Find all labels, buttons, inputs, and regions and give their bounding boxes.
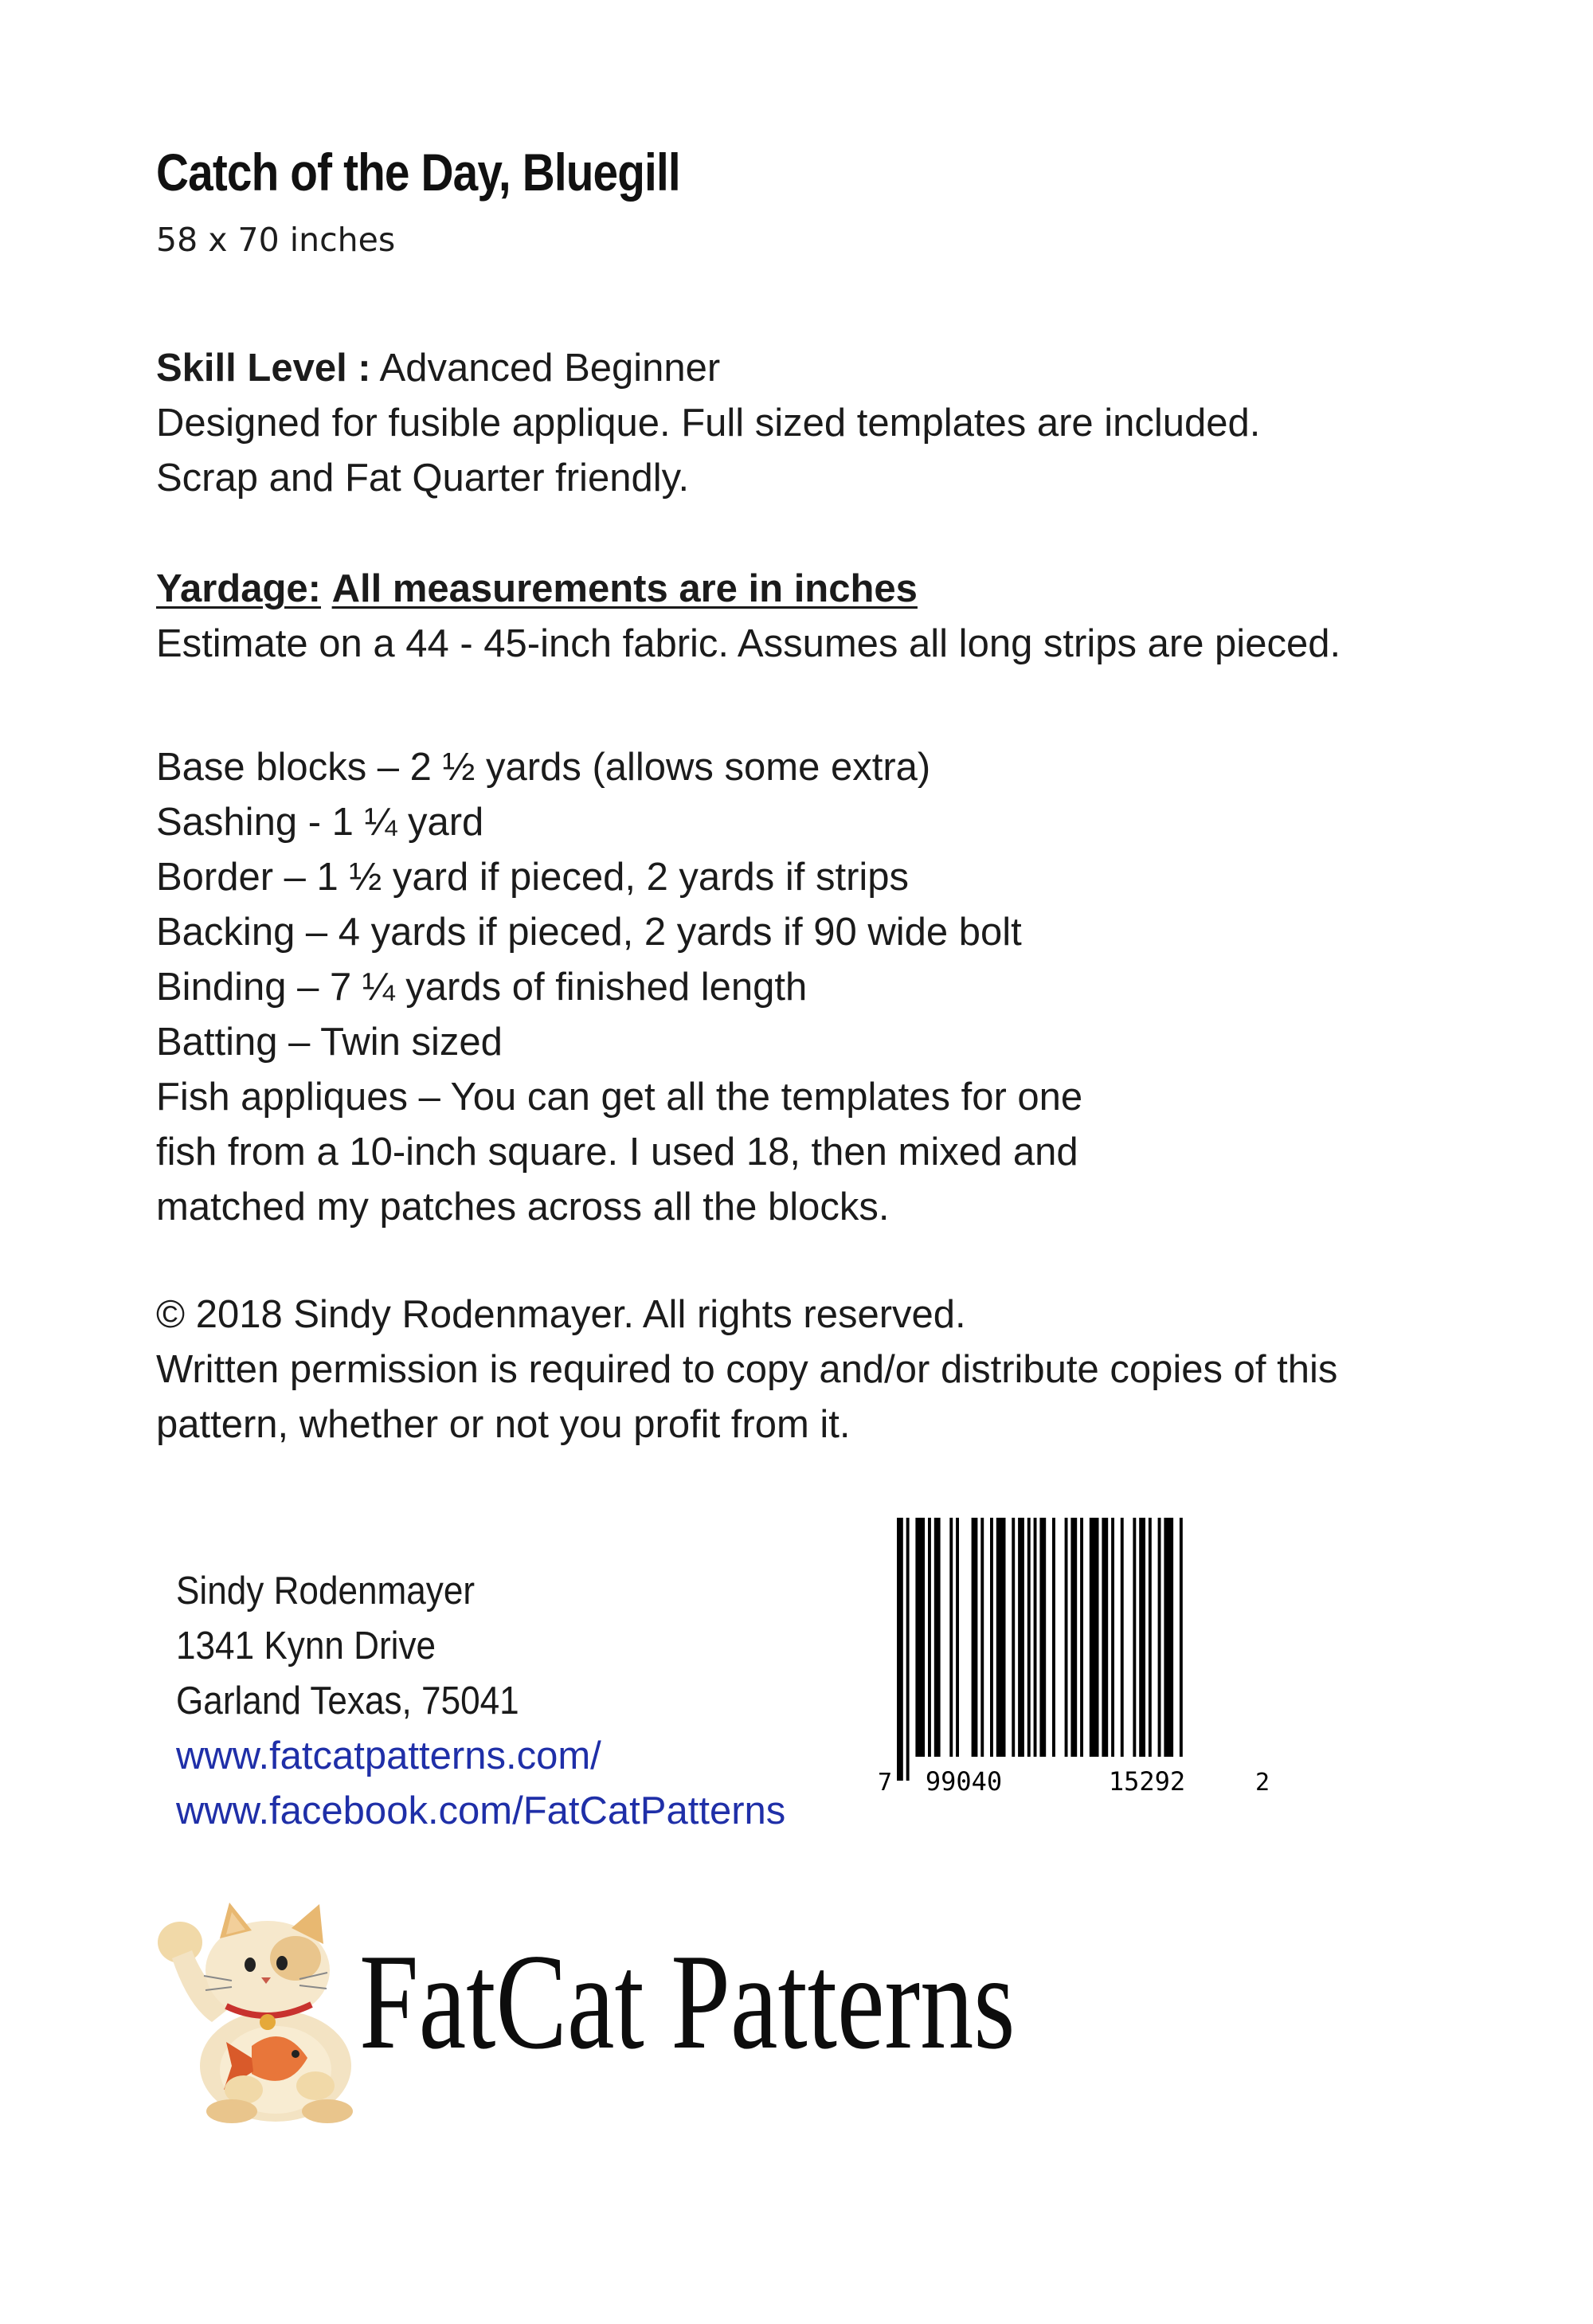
yardage-subheading: All measurements are in inches	[331, 567, 918, 610]
barcode-bar	[934, 1518, 941, 1757]
barcode-bar	[980, 1518, 984, 1757]
barcode-bar	[1111, 1518, 1114, 1757]
skill-section	[156, 341, 1260, 506]
list-item: Base blocks – 2 ½ yards (allows some extra)	[156, 746, 931, 789]
barcode-bar	[897, 1518, 903, 1781]
permission-line-2: pattern, whether or not you profit from it.	[156, 1403, 851, 1446]
barcode-bar	[1070, 1518, 1077, 1757]
quilt-dimensions: 58 x 70 inches	[156, 221, 396, 259]
cat-holding-fish-icon	[156, 1895, 363, 2126]
barcode-bars	[897, 1518, 1183, 1781]
list-item: Backing – 4 yards if pieced, 2 yards if 90 wide bolt	[156, 911, 1022, 954]
list-item: Sashing - 1 ¼ yard	[156, 801, 484, 844]
yardage-estimate: Estimate on a 44 - 45-inch fabric. Assumes all long strips are pieced.	[156, 622, 1341, 665]
barcode-lead-digit: 7	[878, 1769, 893, 1797]
contact-city: Garland Texas, 75041	[176, 1679, 519, 1722]
copyright-line: © 2018 Sindy Rodenmayer. All rights reserved.	[156, 1293, 966, 1336]
list-item: Batting – Twin sized	[156, 1021, 503, 1064]
brand-logo	[156, 1895, 1112, 2126]
skill-level-label: Skill Level :	[156, 347, 371, 390]
copyright-section	[156, 1287, 1337, 1452]
barcode-bar	[1180, 1518, 1183, 1757]
barcode-bar	[1090, 1518, 1099, 1757]
barcode-bar	[915, 1518, 925, 1757]
skill-level-value: Advanced Beginner	[370, 347, 721, 390]
barcode-group-2: 15292	[1108, 1766, 1186, 1797]
barcode-bar	[1039, 1518, 1046, 1757]
skill-description: Designed for fusible applique. Full sized templates are included.	[156, 402, 1261, 445]
barcode-group-1: 99040	[925, 1766, 1003, 1797]
barcode-bar	[972, 1518, 978, 1757]
skill-level-line	[156, 341, 1260, 396]
barcode-bar	[1133, 1518, 1136, 1757]
barcode-bar	[1164, 1518, 1173, 1757]
contact-street: 1341 Kynn Drive	[176, 1624, 436, 1668]
facebook-link[interactable]: www.facebook.com/FatCatPatterns	[176, 1789, 786, 1832]
barcode-bar	[1034, 1518, 1037, 1757]
barcode-bar	[949, 1518, 953, 1757]
pattern-title: Catch of the Day, Bluegill	[156, 143, 680, 202]
barcode-bar	[1027, 1518, 1031, 1757]
barcode-bar	[1080, 1518, 1083, 1757]
barcode-bar	[996, 1518, 1006, 1757]
contact-name: Sindy Rodenmayer	[176, 1570, 476, 1613]
upc-barcode	[873, 1510, 1271, 1813]
list-item: Binding – 7 ¼ yards of finished length	[156, 966, 808, 1009]
contact-address	[176, 1564, 785, 1839]
barcode-bar	[1052, 1518, 1055, 1757]
barcode-bar	[1139, 1518, 1145, 1757]
list-item: Fish appliques – You can get all the templates for one	[156, 1076, 1083, 1119]
list-item: fish from a 10-inch square. I used 18, then mixed and	[156, 1131, 1078, 1174]
materials-list	[156, 740, 1082, 1235]
barcode-bar	[928, 1518, 931, 1757]
list-item: matched my patches across all the blocks.	[156, 1186, 890, 1229]
skill-note: Scrap and Fat Quarter friendly.	[156, 457, 690, 500]
barcode-bar	[1102, 1518, 1108, 1757]
barcode-bar	[956, 1518, 959, 1757]
brand-name: FatCat Patterns	[359, 1926, 1016, 2078]
barcode-bar	[1158, 1518, 1161, 1757]
yardage-section	[156, 562, 1341, 672]
permission-line: Written permission is required to copy and/or distribute copies of this	[156, 1348, 1338, 1391]
barcode-bar	[906, 1518, 910, 1781]
barcode-bar	[1012, 1518, 1015, 1757]
barcode-bar	[1149, 1518, 1152, 1757]
website-link[interactable]: www.fatcatpatterns.com/	[176, 1734, 601, 1777]
yardage-heading: Yardage:	[156, 567, 321, 610]
barcode-bar	[1065, 1518, 1068, 1757]
list-item: Border – 1 ½ yard if pieced, 2 yards if strips	[156, 856, 910, 899]
barcode-bar	[1018, 1518, 1024, 1757]
barcode-bar	[990, 1518, 993, 1757]
barcode-trail-digit: 2	[1255, 1769, 1270, 1797]
yardage-heading-line	[156, 562, 1341, 617]
barcode-bar	[1121, 1518, 1124, 1757]
